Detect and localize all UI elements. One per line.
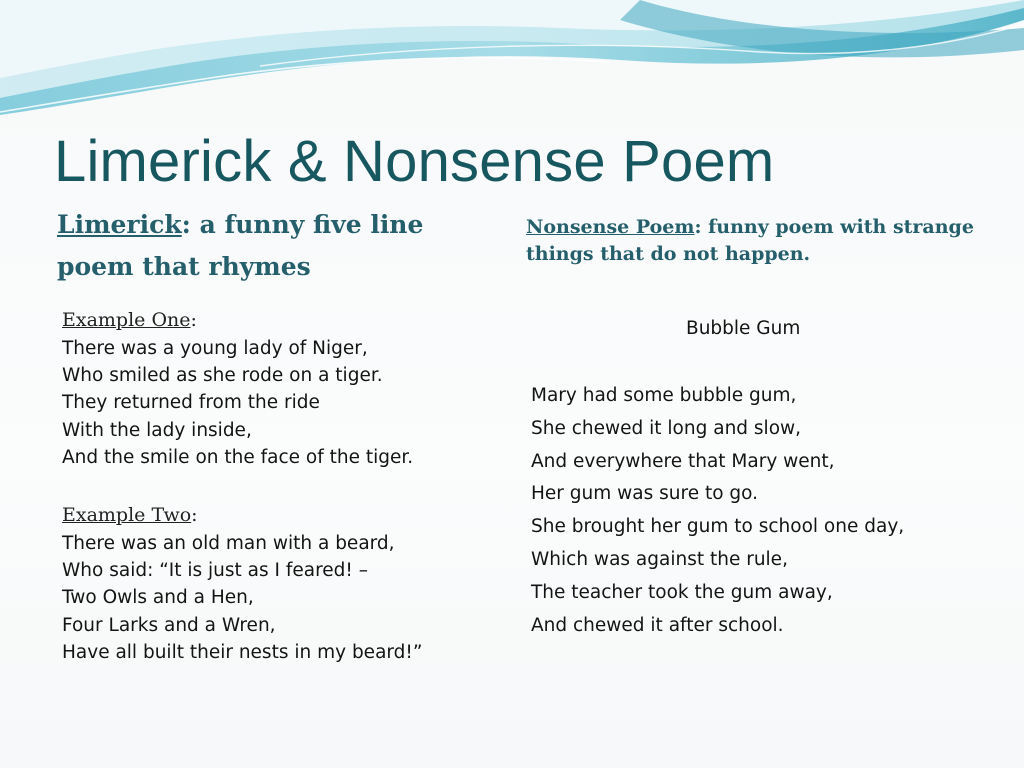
poem-line: With the lady inside, — [62, 419, 252, 441]
example-one-label — [62, 307, 197, 334]
example-two-colon: : — [191, 504, 198, 526]
poem-line: Her gum was sure to go. — [531, 483, 759, 505]
bubble-gum-title: Bubble Gum — [686, 318, 801, 339]
poem-line: The teacher took the gum away, — [531, 581, 833, 603]
poem-line: And the smile on the face of the tiger. — [62, 446, 414, 468]
bubble-gum-poem — [531, 380, 904, 642]
example-two-label-text: Example Two — [62, 504, 192, 526]
poem-line: Two Owls and a Hen, — [62, 587, 254, 609]
poem-line: Who said: “It is just as I feared! – — [62, 560, 368, 582]
limerick-term: Limerick — [57, 210, 182, 239]
example-one-colon: : — [190, 309, 197, 331]
decorative-wave — [0, 0, 1024, 130]
poem-line: Have all built their nests in my beard!” — [62, 641, 423, 663]
example-two-poem — [62, 530, 422, 666]
poem-line: Which was against the rule, — [531, 548, 788, 570]
limerick-definition-text: : a funny five line poem that rhymes — [57, 210, 424, 281]
poem-line: There was an old man with a beard, — [62, 533, 395, 554]
poem-line: Four Larks and a Wren, — [62, 614, 276, 636]
poem-line: They returned from the ride — [62, 392, 320, 414]
poem-line: Who smiled as she rode on a tiger. — [62, 365, 383, 387]
nonsense-term: Nonsense Poem — [526, 216, 695, 238]
nonsense-definition — [526, 214, 996, 268]
example-one-poem — [62, 335, 413, 471]
poem-line: There was a young lady of Niger, — [62, 338, 368, 359]
nonsense-definition-text: : funny poem with strange things that do not happen. — [526, 216, 974, 265]
example-two-label — [62, 502, 198, 529]
poem-line: Mary had some bubble gum, — [531, 385, 797, 406]
slide-title: Limerick & Nonsense Poem — [54, 129, 775, 194]
example-one-label-text: Example One — [62, 309, 191, 331]
poem-line: She chewed it long and slow, — [531, 417, 802, 439]
poem-line: And chewed it after school. — [531, 614, 784, 636]
poem-line: She brought her gum to school one day, — [531, 516, 905, 538]
limerick-definition — [57, 204, 507, 288]
poem-line: And everywhere that Mary went, — [531, 450, 835, 472]
